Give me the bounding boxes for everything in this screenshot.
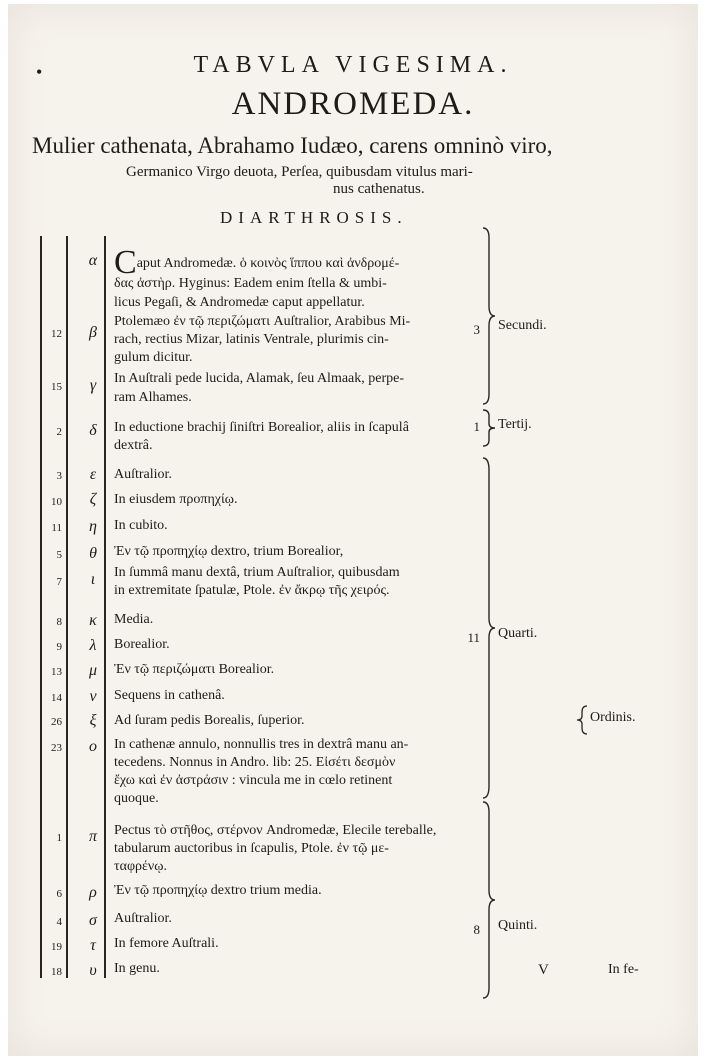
star-description-line: Auſtralior. bbox=[114, 467, 172, 482]
star-letter: θ bbox=[89, 545, 97, 562]
group-label: Quarti. bbox=[498, 626, 538, 641]
table-rule-outer bbox=[40, 236, 42, 978]
star-description-line: tabularum auctoribus in ſcapulis, Ptole. ἐν τῷ με- bbox=[114, 841, 389, 856]
star-number: 10 bbox=[51, 496, 62, 508]
running-head: TABVLA VIGESIMA. bbox=[193, 52, 513, 78]
star-description-line: ταφρένῳ. bbox=[114, 859, 167, 874]
star-letter: ρ bbox=[89, 884, 97, 901]
star-letter: σ bbox=[89, 912, 97, 929]
star-description-line: dextrâ. bbox=[114, 438, 153, 453]
star-number: 2 bbox=[56, 426, 62, 438]
star-description-line: Media. bbox=[114, 612, 154, 627]
star-description-line: δας ἀστὴρ. Hyginus: Eadem enim ſtella & umbi- bbox=[114, 276, 387, 291]
group-label: Secundi. bbox=[498, 318, 547, 333]
star-number: 18 bbox=[51, 966, 62, 978]
star-letter: ν bbox=[89, 688, 97, 705]
star-letter: υ bbox=[89, 962, 97, 979]
star-description-line: In Auſtrali pede lucida, Alamak, ſeu Almaak, perpe- bbox=[114, 371, 405, 386]
star-letter: ο bbox=[89, 738, 97, 755]
brace-ordinis bbox=[576, 704, 588, 736]
star-letter: ε bbox=[89, 466, 97, 483]
star-description-line: In ſummâ manu dextâ, trium Auſtralior, quibusdam bbox=[114, 565, 400, 580]
group-count: 3 bbox=[473, 322, 480, 337]
star-description-line: In eiusdem προπηχίῳ. bbox=[114, 492, 238, 507]
star-description-line: In cathenæ annulo, nonnullis tres in dextrâ manu an- bbox=[114, 737, 409, 752]
star-description-line: quoque. bbox=[114, 791, 159, 806]
star-description-line: ram Alhames. bbox=[114, 390, 192, 405]
star-number: 3 bbox=[56, 470, 62, 482]
star-number: 11 bbox=[51, 522, 62, 534]
star-number: 14 bbox=[51, 692, 62, 704]
star-description-line: Ptolemæo ἐν τῷ περιζώματι Auſtralior, Arabibus Mi- bbox=[114, 314, 411, 329]
catchword: In fe- bbox=[608, 962, 639, 977]
subtitle-line-1: Mulier cathenata, Abrahamo Iudæo, carens omninò viro, bbox=[32, 133, 553, 158]
star-letter: ξ bbox=[89, 712, 97, 729]
subtitle-line-3: nus cathenatus. bbox=[333, 181, 425, 197]
star-letter: δ bbox=[89, 422, 97, 439]
star-letter: ι bbox=[90, 571, 96, 588]
star-description-line bbox=[114, 244, 400, 281]
star-number: 15 bbox=[51, 381, 62, 393]
star-description-line: Ἐν τῷ προπηχίῳ dextro trium media. bbox=[114, 883, 322, 898]
section-heading: DIARTHROSIS. bbox=[220, 208, 408, 227]
group-label: Quinti. bbox=[498, 918, 538, 933]
group-count: 11 bbox=[467, 630, 480, 645]
group-count: 1 bbox=[473, 419, 480, 434]
star-number: 26 bbox=[51, 716, 62, 728]
star-letter: τ bbox=[90, 937, 96, 954]
star-letter: α bbox=[88, 252, 98, 269]
star-letter: λ bbox=[89, 637, 97, 654]
brace-quarti bbox=[480, 456, 496, 800]
book-page bbox=[8, 4, 698, 1056]
star-letter: ζ bbox=[89, 491, 97, 508]
table-rule-letter bbox=[104, 236, 106, 978]
margin-mark: • bbox=[36, 62, 43, 82]
star-description-line: In femore Auſtrali. bbox=[114, 936, 219, 951]
star-description-line: In genu. bbox=[114, 961, 160, 976]
star-description-line: In eductione brachij ſiniſtri Borealior, aliis in ſcapulâ bbox=[114, 420, 409, 435]
star-number: 19 bbox=[51, 941, 62, 953]
star-description-line: in extremitate ſpatulæ, Ptole. ἐν ἄκρῳ τῆς χειρός. bbox=[114, 583, 390, 598]
star-description-line: Ἐν τῷ περιζώματι Borealior. bbox=[114, 662, 275, 677]
star-description-line: rach, rectius Mizar, latinis Ventrale, plurimis cin- bbox=[114, 332, 389, 347]
table-rule-number bbox=[66, 236, 68, 978]
star-number: 13 bbox=[51, 666, 62, 678]
star-letter: π bbox=[88, 828, 97, 845]
brace-quinti bbox=[480, 800, 496, 1000]
constellation-title: ANDROMEDA. bbox=[231, 86, 475, 122]
star-number: 23 bbox=[51, 742, 62, 754]
star-description-line: Borealior. bbox=[114, 637, 170, 652]
star-description-line: In cubito. bbox=[114, 518, 168, 533]
drop-cap: C bbox=[114, 244, 137, 281]
star-description-line: ἔχω καὶ ἐν ἀστράσιν : vincula me in cœlo retinent bbox=[114, 773, 393, 788]
brace-secundi bbox=[480, 226, 496, 406]
star-number: 7 bbox=[56, 576, 62, 588]
star-letter: γ bbox=[89, 377, 97, 394]
star-number: 8 bbox=[56, 616, 62, 628]
star-number: 1 bbox=[56, 832, 62, 844]
star-description-line: Ad ſuram pedis Borealis, ſuperior. bbox=[114, 713, 305, 728]
star-number: 9 bbox=[56, 641, 62, 653]
star-description-line: Pectus τὸ στῆθος, στέρνον Andromedæ, Elecile tereballe, bbox=[114, 823, 437, 838]
star-description-line: gulum dicitur. bbox=[114, 350, 193, 365]
star-description-line: Sequens in cathenâ. bbox=[114, 688, 225, 703]
star-letter: η bbox=[89, 518, 97, 535]
brace-tertij bbox=[480, 408, 496, 448]
star-number: 5 bbox=[56, 549, 62, 561]
star-description-line: tecedens. Nonnus in Andro. lib: 25. Εἰσέτι δεσμὸν bbox=[114, 755, 396, 770]
star-letter: β bbox=[89, 324, 97, 341]
signature-mark: V bbox=[538, 962, 549, 978]
group-count: 8 bbox=[473, 922, 480, 937]
star-number: 12 bbox=[51, 328, 62, 340]
ordinis-label: Ordinis. bbox=[590, 710, 636, 725]
star-letter: μ bbox=[88, 662, 98, 679]
group-label: Tertij. bbox=[498, 417, 532, 432]
subtitle-line-2: Germanico Virgo deuota, Perſea, quibusdam vitulus mari- bbox=[126, 164, 473, 180]
star-description-line: Auſtralior. bbox=[114, 911, 172, 926]
star-number: 4 bbox=[56, 916, 62, 928]
star-description-line: licus Pegaſi, & Andromedæ caput appellatur. bbox=[114, 295, 365, 310]
star-letter: κ bbox=[89, 612, 97, 629]
star-number: 6 bbox=[56, 888, 62, 900]
star-description-line-0-0: aput Andromedæ. ὁ κοινὸς ἵππου καὶ ἀνδρομέ- bbox=[136, 256, 400, 271]
star-description-line: Ἐν τῷ προπηχίῳ dextro, trium Borealior, bbox=[114, 544, 344, 559]
